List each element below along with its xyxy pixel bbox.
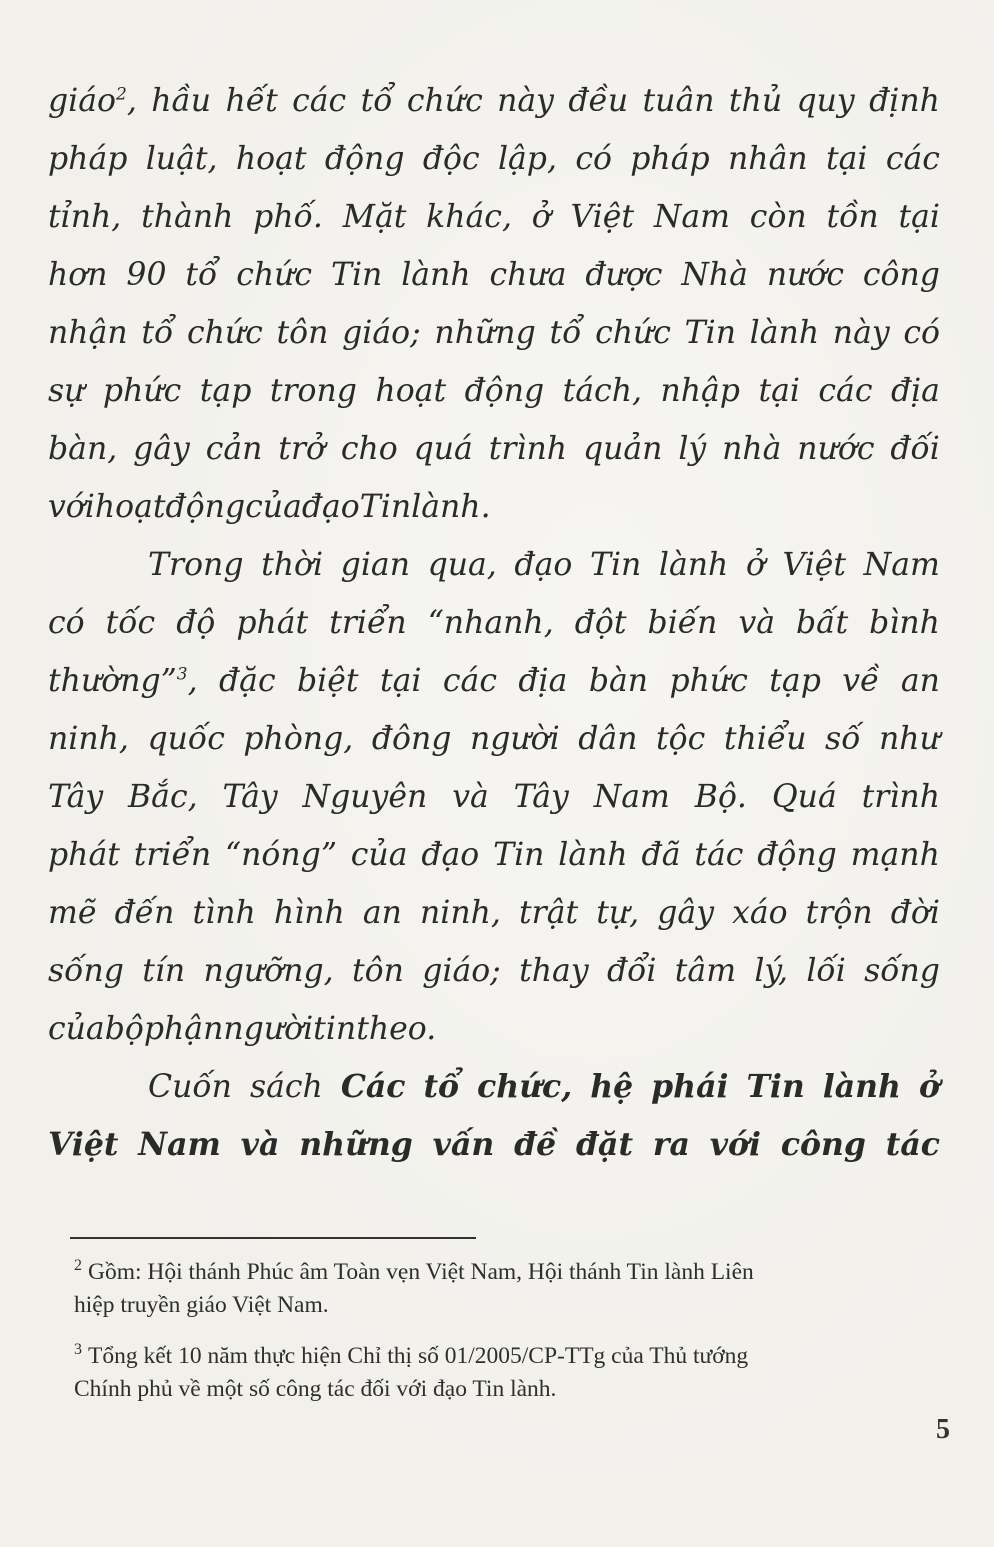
word: ra <box>652 1126 690 1163</box>
word: hơn <box>48 257 108 293</box>
word: trình <box>488 431 568 467</box>
word: tự, <box>596 895 640 931</box>
body-line <box>48 72 940 130</box>
word: bộ <box>104 1011 144 1047</box>
word: động <box>165 489 246 525</box>
word: của <box>48 1011 105 1047</box>
word: lành <box>822 1068 901 1105</box>
footnote-text: hiệp truyền giáo Việt Nam. <box>74 1292 329 1318</box>
body-line <box>48 884 940 942</box>
word: ninh, <box>48 721 129 757</box>
word: qua, <box>427 547 497 583</box>
word: đông <box>371 721 452 757</box>
body-line <box>48 1058 940 1116</box>
word: chức, <box>477 1068 573 1105</box>
word: công <box>780 1126 866 1163</box>
word: các <box>818 373 873 409</box>
page-number: 5 <box>936 1414 950 1445</box>
word: gây <box>133 431 190 467</box>
word: thủ <box>728 83 783 119</box>
body-line <box>48 246 940 304</box>
footnote-text: Tổng kết 10 năm thực hiện Chỉ thị số 01/2005/CP-TTg của Thủ tướng <box>88 1343 749 1369</box>
word: trở <box>278 431 325 467</box>
word: độc <box>422 141 480 177</box>
word: quốc <box>147 721 225 757</box>
footnote-ref: 3 <box>176 664 188 685</box>
word: tại <box>898 199 940 235</box>
word: công <box>862 257 940 293</box>
body-line <box>48 826 940 884</box>
word: nhận <box>48 315 128 351</box>
word: tâm <box>674 953 737 989</box>
word: tổ <box>549 315 582 351</box>
word: đột <box>574 605 627 641</box>
body-line <box>48 710 940 768</box>
word: được <box>585 257 663 293</box>
word: chức <box>186 315 263 351</box>
word: ở <box>918 1068 940 1105</box>
word: triển <box>133 837 212 873</box>
word: đến <box>114 895 175 931</box>
word: pháp <box>630 141 710 177</box>
word: và <box>240 1126 280 1163</box>
word: với <box>48 489 95 525</box>
word: tổ <box>185 257 218 293</box>
word: Bộ. <box>694 779 747 815</box>
word: đạo <box>514 547 573 583</box>
word: chưa <box>489 257 567 293</box>
word: động <box>464 373 545 409</box>
word: bàn <box>588 663 649 699</box>
word: người <box>223 1011 314 1047</box>
footnote-number: 2 <box>74 1257 82 1275</box>
word: tuân <box>642 83 715 119</box>
word: thường”$^3$, <box>48 663 198 699</box>
word: “nhanh, <box>427 605 554 641</box>
word: tạp <box>769 663 821 699</box>
word: của <box>245 489 302 525</box>
word: cản <box>205 431 263 467</box>
word: tộc <box>656 721 706 757</box>
word: Tin <box>359 489 412 525</box>
word: tại <box>825 141 868 177</box>
word: tác <box>885 1126 940 1163</box>
word: các <box>442 663 497 699</box>
word: biệt <box>297 663 359 699</box>
word: Việt <box>48 1126 119 1163</box>
word: tin <box>313 1011 357 1047</box>
word: Nam <box>138 1126 221 1163</box>
word: phòng, <box>243 721 354 757</box>
word: những <box>434 315 536 351</box>
word: thành <box>141 199 234 235</box>
word: quy <box>796 83 855 119</box>
word: chức <box>595 315 671 351</box>
word: dân <box>578 721 638 757</box>
body-line <box>48 130 940 188</box>
word: an <box>362 895 402 931</box>
word: Mặt <box>342 199 407 235</box>
footnote-line <box>74 1289 950 1322</box>
word: phát <box>236 605 309 641</box>
word: quá <box>413 431 473 467</box>
word: tổ <box>360 83 393 119</box>
word: lành <box>658 547 729 583</box>
word: trộn <box>805 895 873 931</box>
word: và <box>452 779 489 815</box>
word: thiểu <box>723 721 807 757</box>
word: đối <box>890 431 940 467</box>
word: ở <box>531 199 551 235</box>
word-text: thường” <box>48 663 177 699</box>
word: tồn <box>826 199 879 235</box>
word: còn <box>749 199 807 235</box>
word: lý, <box>754 953 789 989</box>
word: đặt <box>576 1126 634 1163</box>
footnote-line <box>74 1373 950 1406</box>
word: Các <box>340 1068 406 1105</box>
word: bất <box>796 605 849 641</box>
word: theo. <box>356 1011 437 1047</box>
word: Quá <box>771 779 837 815</box>
word: và <box>738 605 776 641</box>
word: hệ <box>590 1068 634 1105</box>
word: Việt <box>782 547 847 583</box>
word: gian <box>340 547 410 583</box>
word: địa <box>890 373 940 409</box>
body-line <box>48 768 940 826</box>
word: giáo$^2$, <box>48 83 137 119</box>
word-text: giáo <box>48 83 116 119</box>
word: tỉnh, <box>48 199 122 235</box>
body-line <box>48 1116 940 1174</box>
word: số <box>825 721 861 757</box>
word: phố. <box>253 199 323 235</box>
word: như <box>879 721 940 757</box>
word: có <box>903 315 940 351</box>
word: hầu <box>151 83 212 119</box>
word: độ <box>176 605 216 641</box>
word: Nhà <box>681 257 748 293</box>
word: mẽ <box>48 895 97 931</box>
word: Tin <box>493 837 545 873</box>
word: tình <box>192 895 256 931</box>
word: “nóng” <box>225 837 337 873</box>
word: đời <box>890 895 940 931</box>
word: tạp <box>199 373 252 409</box>
word: lành. <box>411 489 491 525</box>
word: phức <box>669 663 748 699</box>
word: biến <box>647 605 718 641</box>
word: tác <box>694 837 744 873</box>
word: địa <box>518 663 568 699</box>
word: người <box>469 721 560 757</box>
word: tổ <box>423 1068 460 1105</box>
word: đổi <box>606 953 657 989</box>
word: Tây <box>222 779 278 815</box>
body-line <box>48 536 940 594</box>
word: 90 <box>126 257 167 293</box>
word: Tây <box>48 779 104 815</box>
word: lập, <box>497 141 557 177</box>
word: tín <box>142 953 186 989</box>
word: lý <box>678 431 707 467</box>
word: Tin <box>746 1068 805 1105</box>
word: nước <box>766 257 845 293</box>
word: này <box>832 315 890 351</box>
word: những <box>299 1126 413 1163</box>
word: thời <box>261 547 324 583</box>
word: nhập <box>660 373 740 409</box>
word: lành <box>401 257 471 293</box>
word: có <box>48 605 85 641</box>
footnotes <box>74 1256 950 1406</box>
word: các <box>292 83 347 119</box>
word: Nguyên <box>302 779 428 815</box>
word: đã <box>641 837 681 873</box>
word: ở <box>745 547 765 583</box>
word: giáo; <box>342 315 421 351</box>
word: của <box>350 837 408 873</box>
word: quản <box>582 431 663 467</box>
word: lối <box>806 953 846 989</box>
word: hoạt <box>235 141 307 177</box>
word: an <box>900 663 940 699</box>
word: luật, <box>145 141 218 177</box>
word: khác, <box>426 199 512 235</box>
word: tôn <box>276 315 329 351</box>
word: bình <box>869 605 940 641</box>
word: Cuốn <box>148 1069 232 1105</box>
word: cho <box>340 431 398 467</box>
word: nước <box>797 431 875 467</box>
word: Nam <box>863 547 940 583</box>
word: chức <box>406 83 483 119</box>
word: Tin <box>589 547 642 583</box>
word: tốc <box>105 605 156 641</box>
footnote-ref: 2 <box>115 84 127 105</box>
word: phát <box>48 837 120 873</box>
word: xáo <box>732 895 788 931</box>
body-text <box>48 72 940 1174</box>
word: vấn <box>432 1126 495 1163</box>
body-line <box>48 188 940 246</box>
word: Bắc, <box>128 779 198 815</box>
footnote-line <box>74 1256 950 1289</box>
word: này <box>497 83 554 119</box>
footnote-line <box>74 1340 950 1373</box>
footnote-separator <box>70 1237 476 1239</box>
body-line <box>48 652 940 710</box>
word: lành <box>749 315 820 351</box>
word: Nam <box>593 779 670 815</box>
word: tổ <box>141 315 174 351</box>
body-line <box>48 1000 940 1058</box>
footnote-number: 3 <box>74 1341 82 1359</box>
body-line <box>48 304 940 362</box>
word: phái <box>651 1068 729 1105</box>
word: hết <box>225 83 278 119</box>
word: lành <box>558 837 628 873</box>
word: các <box>885 141 940 177</box>
footnote-gap <box>74 1322 950 1340</box>
word: hoạt <box>94 489 166 525</box>
word: tách, <box>562 373 642 409</box>
footnote-text: Gồm: Hội thánh Phúc âm Toàn vẹn Việt Nam, Hội thánh Tin lành Liên <box>88 1259 754 1285</box>
word: đề <box>514 1126 557 1163</box>
word: đặc <box>219 663 276 699</box>
word: Việt <box>570 199 635 235</box>
word: nhân <box>728 141 808 177</box>
word: ngưỡng, <box>203 953 334 989</box>
word: Tây <box>513 779 569 815</box>
word: có <box>575 141 612 177</box>
word: giáo; <box>422 953 501 989</box>
word: đạo <box>301 489 360 525</box>
word: trình <box>861 779 940 815</box>
body-line <box>48 420 940 478</box>
body-line <box>48 478 940 536</box>
footnote-text: Chính phủ về một số công tác đối với đạo Tin lành. <box>74 1376 557 1402</box>
word: đều <box>568 83 629 119</box>
word: trong <box>269 373 357 409</box>
body-line <box>48 594 940 652</box>
word: tại <box>758 373 800 409</box>
word: động <box>324 141 405 177</box>
word: bàn, <box>48 431 118 467</box>
word: định <box>869 83 940 119</box>
word: về <box>842 663 880 699</box>
word: sống <box>48 953 124 989</box>
body-line <box>48 942 940 1000</box>
body-line <box>48 362 940 420</box>
word: với <box>709 1126 761 1163</box>
word: Tin <box>684 315 736 351</box>
word: ninh, <box>420 895 501 931</box>
word: hình <box>273 895 345 931</box>
word: pháp <box>48 141 128 177</box>
word: tại <box>379 663 422 699</box>
word: hoạt <box>375 373 447 409</box>
word: tôn <box>351 953 404 989</box>
word: đạo <box>421 837 480 873</box>
word: động <box>757 837 837 873</box>
word: Trong <box>148 547 244 583</box>
word: triển <box>329 605 407 641</box>
word: thay <box>519 953 589 989</box>
word: Nam <box>653 199 731 235</box>
word: Tin <box>330 257 383 293</box>
word: gây <box>657 895 715 931</box>
word: phức <box>102 373 182 409</box>
word: phận <box>143 1011 224 1047</box>
word: sống <box>864 953 940 989</box>
word: nhà <box>722 431 782 467</box>
word: sách <box>249 1069 323 1105</box>
word: sự <box>48 373 85 409</box>
word: mạnh <box>850 837 940 873</box>
word: chức <box>236 257 313 293</box>
word: trật <box>519 895 579 931</box>
